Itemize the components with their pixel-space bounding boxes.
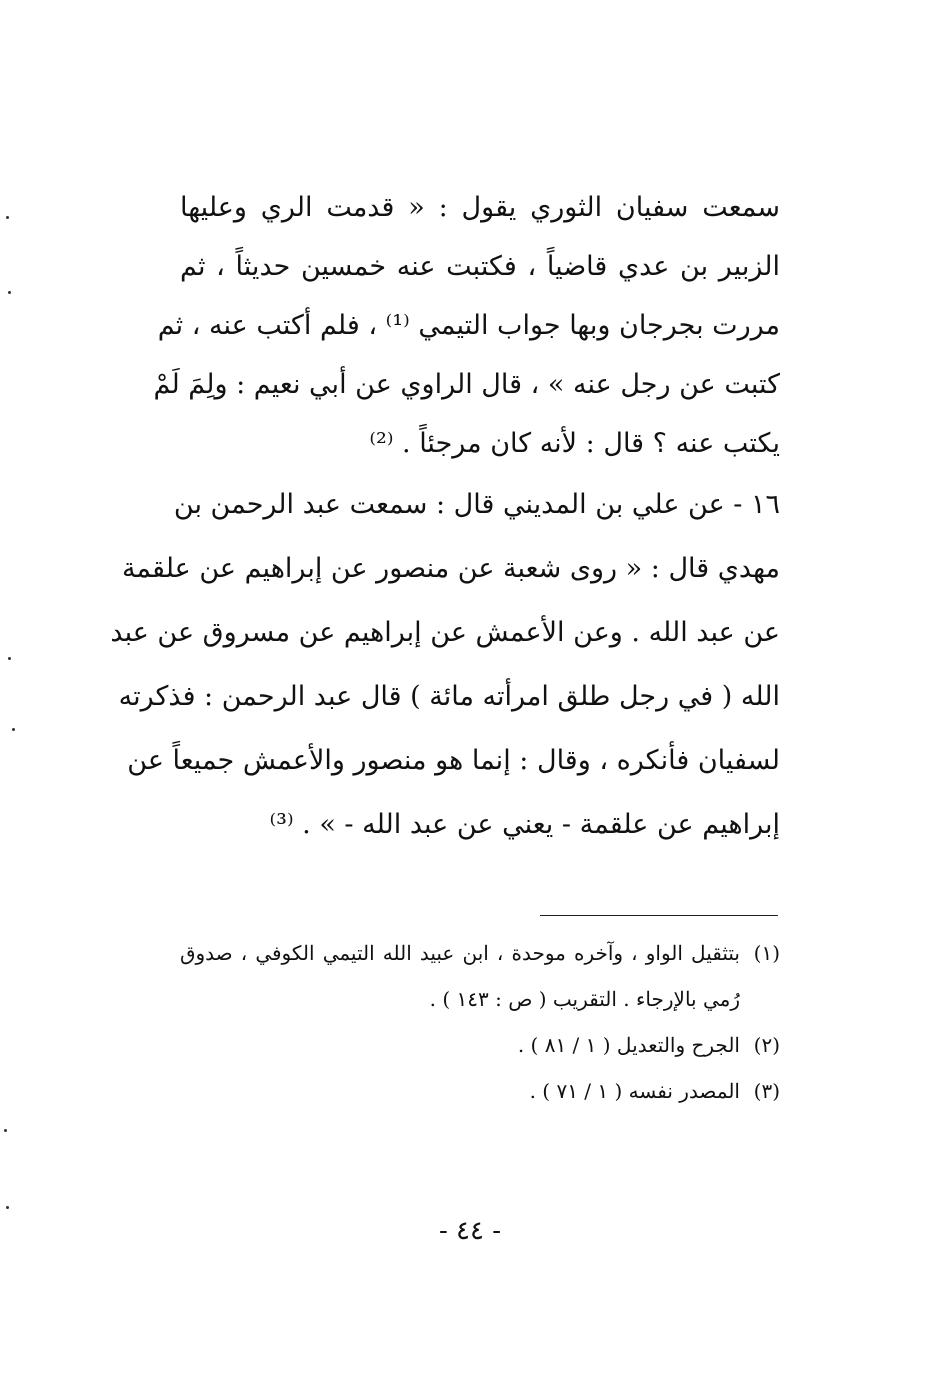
footnote-text: الجرح والتعديل ( ١ / ٨١ ) . xyxy=(517,1033,740,1057)
footnote-text: بتثقيل الواو ، وآخره موحدة ، ابن عبيد الله التيمي الكوفي ، صدوق xyxy=(180,941,740,965)
text-line: سمعت سفيان الثوري يقول : « قدمت الري وعليها xyxy=(180,192,780,223)
text-line: كتبت عن رجل عنه » ، قال الراوي عن أبي نعيم : ولِمَ لَمْ xyxy=(153,369,780,400)
text-line: الله ( في رجل طلق امرأته مائة ) قال عبد الرحمن : فذكرته xyxy=(118,681,780,712)
footnote-3 xyxy=(180,1068,780,1114)
scan-speck xyxy=(6,216,9,219)
footnote-separator xyxy=(540,915,778,916)
text-line: يكتب عنه ؟ قال : لأنه كان مرجئاً . ⁽²⁾ xyxy=(369,428,780,459)
scan-speck xyxy=(6,1206,9,1209)
scan-speck xyxy=(8,657,11,660)
text-line: مررت بجرجان وبها جواب التيمي ⁽¹⁾ ، فلم أكتب عنه ، ثم xyxy=(157,310,780,341)
footnote-number: (١) xyxy=(753,941,780,965)
footnote-1 xyxy=(180,930,780,976)
text-line: مهدي قال : « روى شعبة عن منصور عن إبراهيم عن علقمة xyxy=(121,553,780,584)
footnote-number: (٢) xyxy=(753,1033,780,1057)
text-line: عن عبد الله . وعن الأعمش عن إبراهيم عن مسروق عن عبد xyxy=(110,617,780,648)
footnote-1-continuation: رُمي بالإرجاء . التقريب ( ص : ١٤٣ ) . xyxy=(429,987,740,1011)
page-number: - ٤٤ - xyxy=(438,1216,502,1246)
text-line: إبراهيم عن علقمة - يعني عن عبد الله - » . ⁽³⁾ xyxy=(269,809,780,840)
scan-speck xyxy=(8,291,11,294)
footnote-number: (٣) xyxy=(753,1079,780,1103)
scan-speck xyxy=(4,1129,7,1132)
footnotes xyxy=(180,930,780,1114)
paragraph-1 xyxy=(153,178,780,473)
footnote-text: المصدر نفسه ( ١ / ٧١ ) . xyxy=(529,1079,740,1103)
main-text xyxy=(110,178,780,857)
text-line: لسفيان فأنكره ، وقال : إنما هو منصور والأعمش جميعاً عن xyxy=(127,745,780,776)
paragraph-2 xyxy=(110,473,780,857)
scan-speck xyxy=(12,728,15,731)
text-line: الزبير بن عدي قاضياً ، فكتبت عنه خمسين حديثاً ، ثم xyxy=(180,251,780,282)
footnote-2 xyxy=(180,1022,780,1068)
text-line: ١٦ - عن علي بن المديني قال : سمعت عبد الرحمن بن xyxy=(173,489,780,520)
